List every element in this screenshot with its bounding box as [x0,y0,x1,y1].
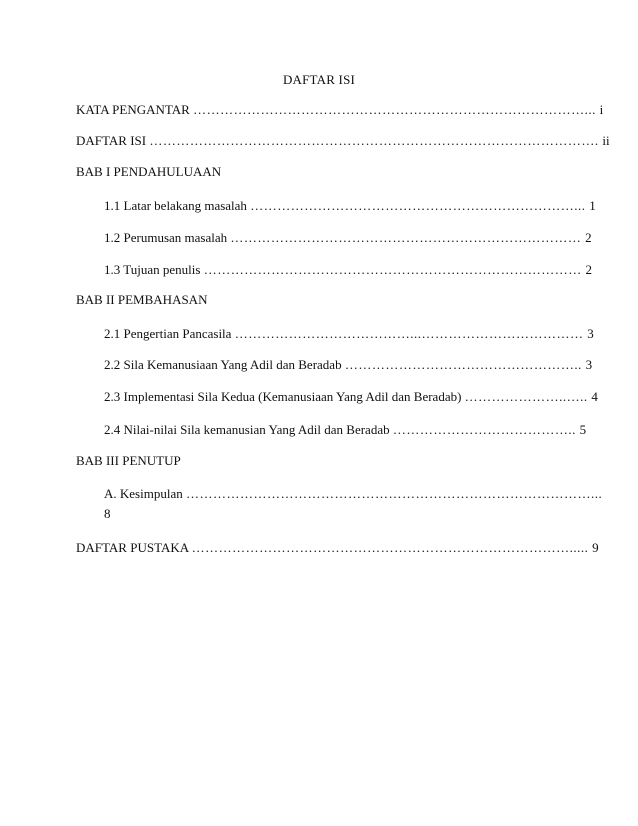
toc-entry-label: 1.1 Latar belakang masalah [104,198,247,213]
toc-page-number-wrapped: 8 [104,506,111,521]
toc-page-number: 3 [587,326,594,341]
toc-entry-2-2 [104,357,593,373]
toc-leader-dots: ………………………………………………………………………………………. [149,133,603,148]
toc-leader-dots: …………………………………………………………………………..... [191,540,593,555]
toc-entry-2-1 [104,326,594,342]
toc-entry-label: A. Kesimpulan [104,486,183,501]
toc-entry-label: DAFTAR ISI [76,133,147,148]
toc-leader-dots: ……………………………………………………………………………... [193,102,600,117]
toc-leader-dots: …………………………………...……………………………… [234,326,588,341]
toc-leader-dots: ………………………………….. [392,422,580,437]
toc-page-number: 3 [585,357,593,372]
toc-page-number: 2 [585,262,592,277]
toc-entry-1-2 [104,230,592,246]
toc-leader-dots: ………………………………………………………………………………... [185,486,603,501]
toc-entry-label: 2.1 Pengertian Pancasila [104,326,232,341]
toc-chapter-heading: BAB III PENUTUP [76,453,181,468]
toc-entry-label: 2.3 Implementasi Sila Kedua (Kemanusiaan Yang Adil dan Beradab) [104,389,462,404]
toc-leader-dots: ………………………………………………………………………… [203,262,586,277]
page-title: DAFTAR ISI [282,72,356,87]
toc-entry-daftar-pustaka [76,540,599,556]
toc-entry-daftar-isi [76,133,610,149]
toc-entry-kesimpulan [104,486,603,502]
toc-chapter-heading: BAB II PEMBAHASAN [76,292,208,307]
toc-entry-label: KATA PENGANTAR [76,102,190,117]
toc-entry-label: 1.2 Perumusan masalah [104,230,228,245]
toc-page-number: 4 [591,389,598,404]
toc-leader-dots: ………………………………………………………………... [250,198,590,213]
toc-entry-1-1 [104,198,596,214]
toc-page-number: ii [602,133,610,148]
toc-page-number: 5 [579,422,587,437]
toc-entry-label: DAFTAR PUSTAKA [76,540,189,555]
toc-chapter-heading: BAB I PENDAHULUAAN [76,164,222,179]
toc-page-number: i [599,102,604,117]
toc-leader-dots: …………………………………………….. [344,357,586,372]
toc-leader-dots: …………………………………………………………………… [230,230,586,245]
toc-entry-2-3 [104,389,598,405]
toc-entry-kata-pengantar [76,102,604,118]
toc-page-number: 2 [585,230,592,245]
toc-page-number: 1 [589,198,596,213]
toc-entry-1-3 [104,262,592,278]
toc-entry-2-4 [104,422,587,438]
toc-page-number: 9 [592,540,599,555]
toc-entry-label: 2.4 Nilai-nilai Sila kemanusian Yang Adil dan Beradab [104,422,390,437]
toc-entry-label: 2.2 Sila Kemanusiaan Yang Adil dan Beradab [104,357,342,372]
toc-leader-dots: …………………..….. [464,389,592,404]
toc-entry-label: 1.3 Tujuan penulis [104,262,201,277]
